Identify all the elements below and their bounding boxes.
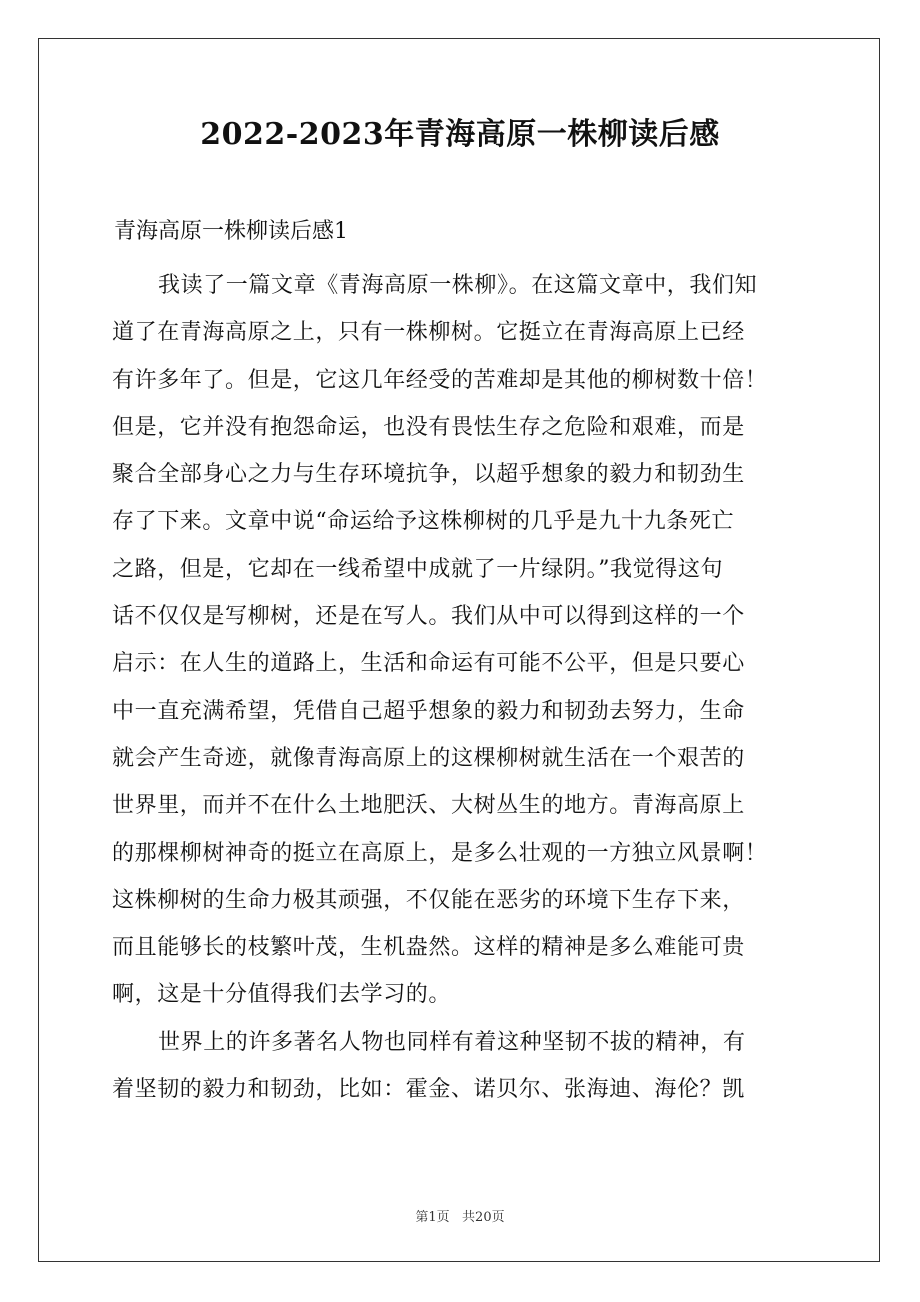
paragraph-line: 世界上的许多著名人物也同样有着这种坚韧不拔的精神，有	[158, 1029, 746, 1055]
paragraph-line: 有许多年了。但是，它这几年经受的苦难却是其他的柳树数十倍！	[112, 367, 768, 393]
page-footer: 第1页 共20页	[415, 1210, 505, 1225]
paragraph-line: 世界里，而并不在什么土地肥沃、大树丛生的地方。青海高原上	[112, 793, 745, 819]
paragraph-line: 着坚韧的毅力和韧劲，比如：霍金、诺贝尔、张海迪、海伦？凯	[112, 1077, 745, 1103]
paragraph-line: 存了下来。文章中说“命运给予这株柳树的几乎是九十九条死亡	[112, 509, 735, 535]
paragraph-line: 道了在青海高原之上，只有一株柳树。它挺立在青海高原上已经	[112, 320, 745, 346]
paragraph-line: 我读了一篇文章《青海高原一株柳》。在这篇文章中，我们知	[158, 273, 758, 298]
paragraph-line: 而且能够长的枝繁叶茂，生机盎然。这样的精神是多么难能可贵	[112, 935, 745, 961]
paragraph-line: 中一直充满希望，凭借自己超乎想象的毅力和韧劲去努力，生命	[112, 698, 745, 724]
paragraph-line: 但是，它并没有抱怨命运，也没有畏怯生存之危险和艰难，而是	[112, 414, 745, 440]
paragraph-line: 启示：在人生的道路上，生活和命运有可能不公平，但是只要心	[112, 651, 745, 677]
body-text	[112, 262, 812, 1113]
paragraph-line: 话不仅仅是写柳树，还是在写人。我们从中可以得到这样的一个	[112, 604, 745, 630]
paragraph-line: 聚合全部身心之力与生存环境抗争，以超乎想象的毅力和韧劲生	[112, 462, 745, 488]
paragraph-line: 就会产生奇迹，就像青海高原上的这棵柳树就生活在一个艰苦的	[112, 745, 745, 771]
paragraph-line: 的那棵柳树神奇的挺立在高原上，是多么壮观的一方独立风景啊！	[112, 840, 768, 866]
paragraph-line: 这株柳树的生命力极其顽强，不仅能在恶劣的环境下生存下来，	[112, 887, 745, 913]
paragraph-line: 啊，这是十分值得我们去学习的。	[112, 982, 452, 1008]
section-heading: 青海高原一株柳读后感1	[114, 219, 348, 244]
document-title: 2022-2023年青海高原一株柳读后感	[200, 117, 720, 152]
paragraph-line: 之路，但是，它却在一线希望中成就了一片绿阴。”我觉得这句	[112, 556, 724, 582]
